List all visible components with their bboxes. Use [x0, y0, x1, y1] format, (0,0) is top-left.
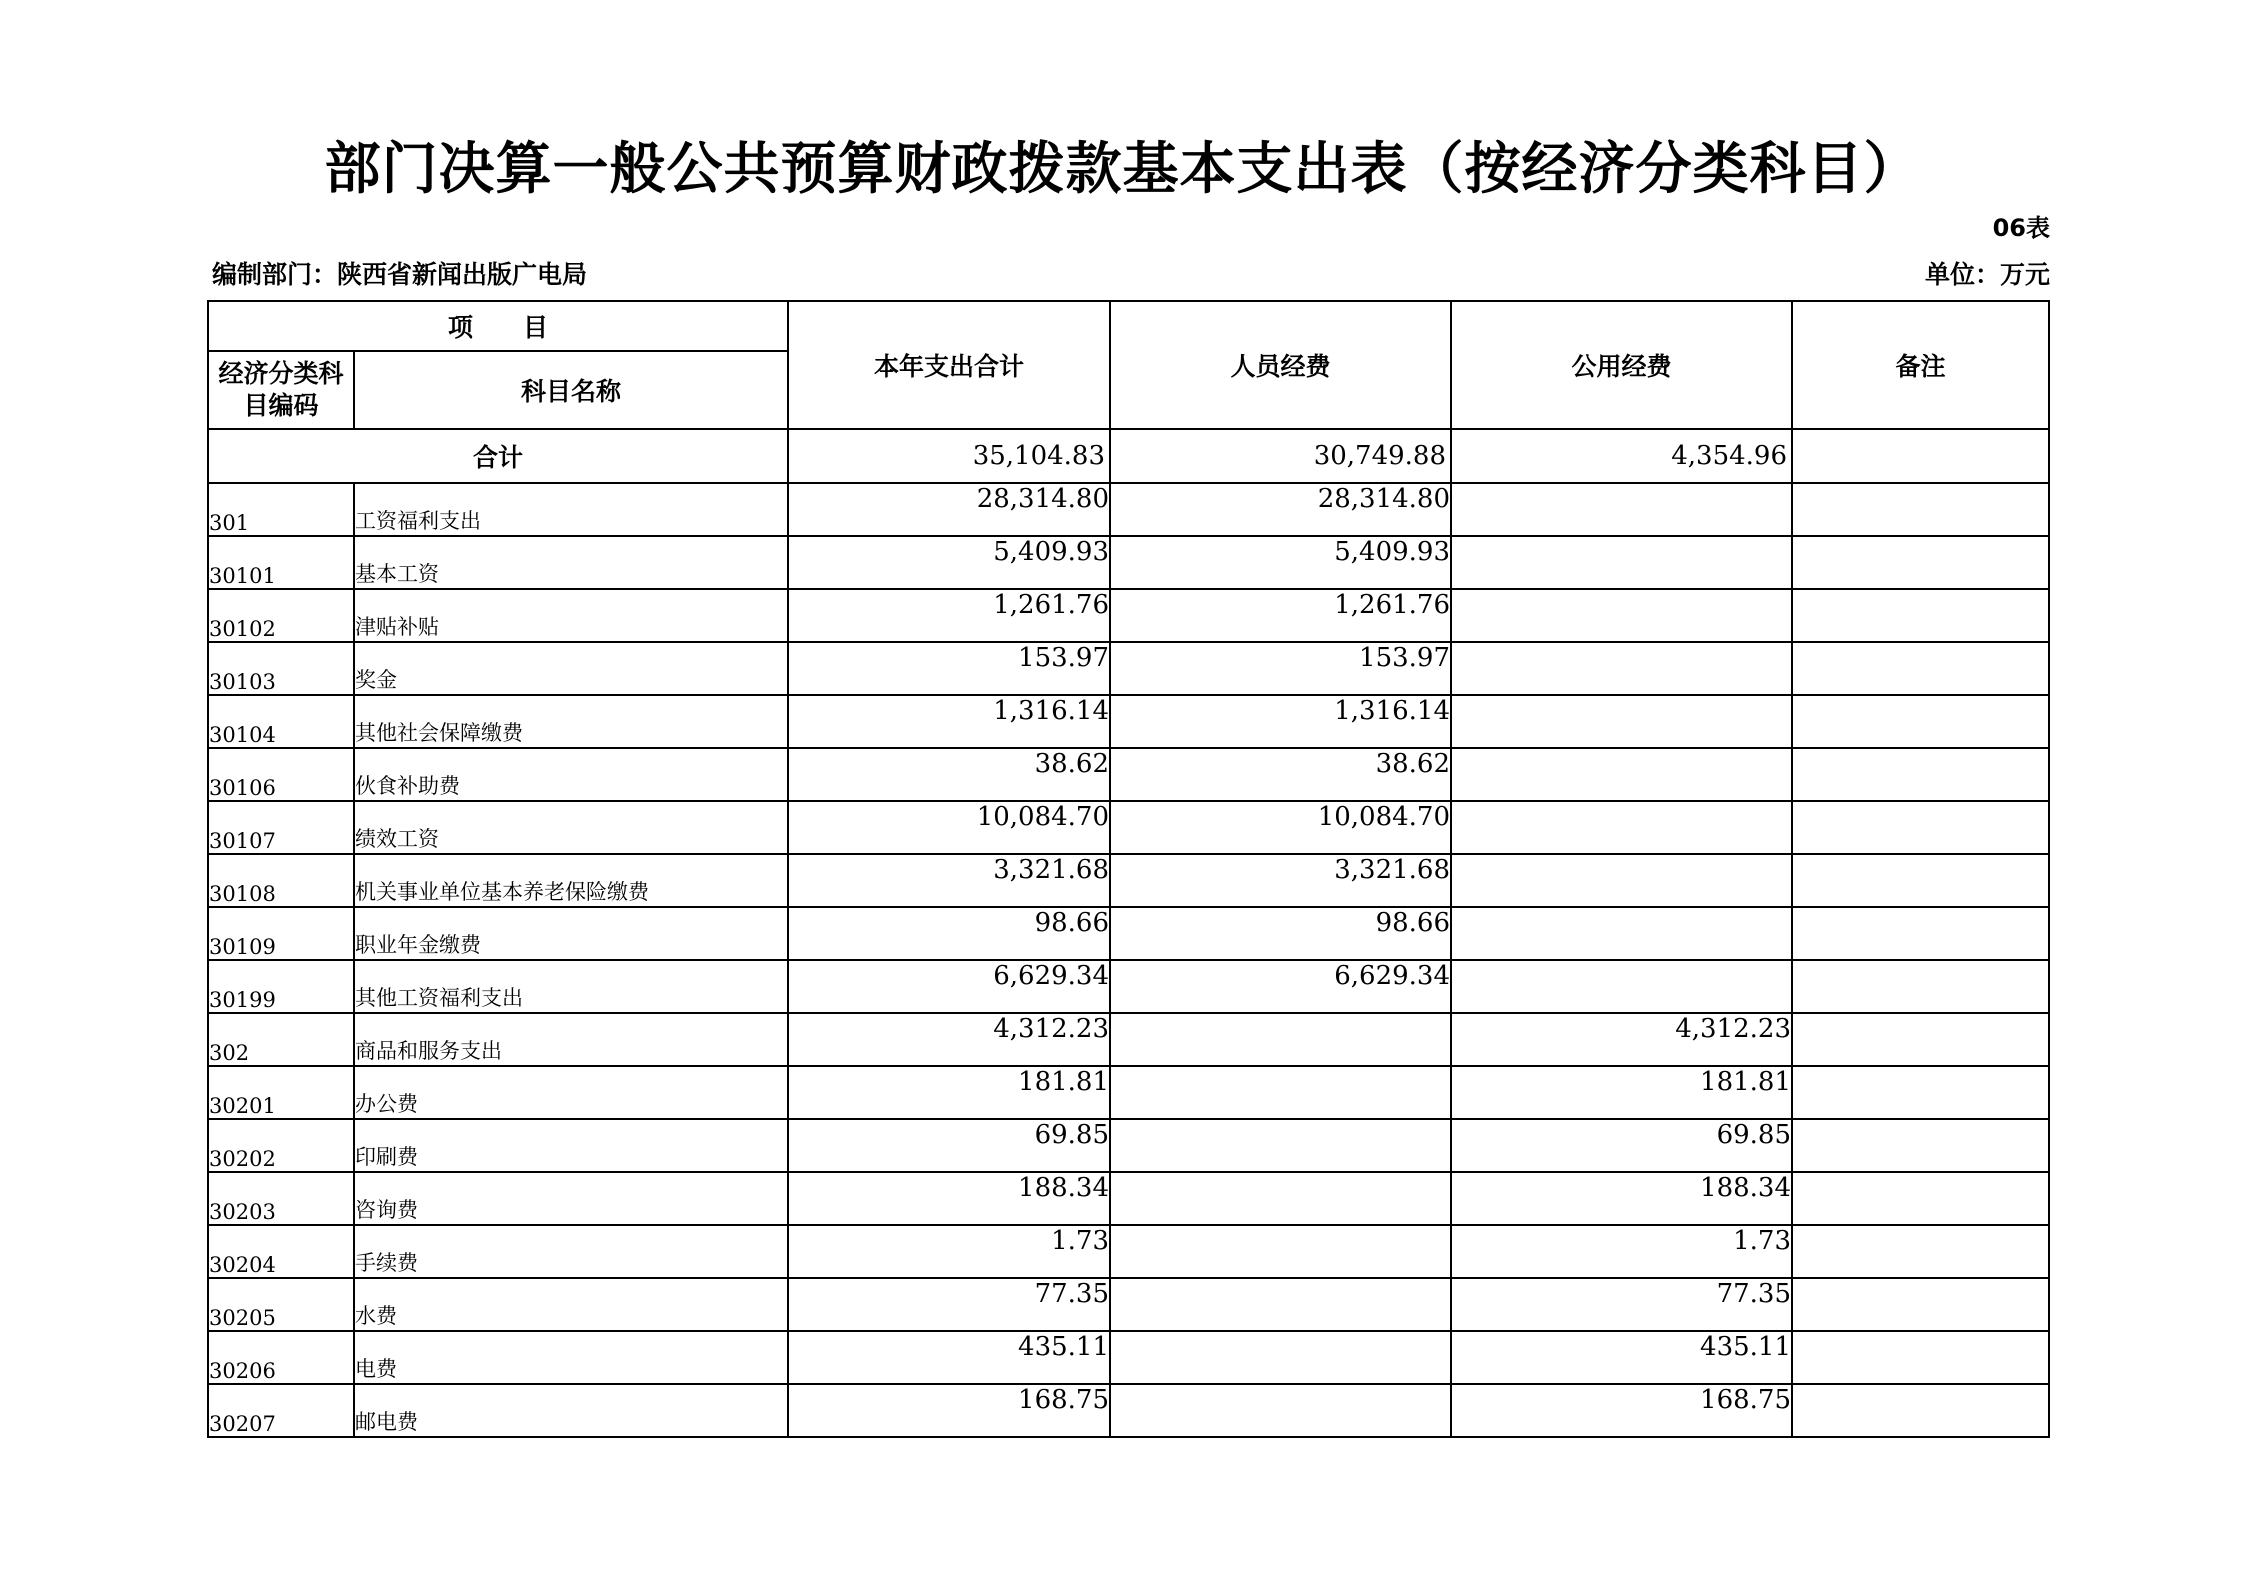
- row-subject-name: 基本工资: [354, 536, 788, 589]
- row-public: [1451, 907, 1792, 960]
- row-subject-name: 伙食补助费: [354, 748, 788, 801]
- row-public: 188.34: [1451, 1172, 1792, 1225]
- table-row: [208, 536, 2049, 589]
- row-personnel: [1110, 1331, 1451, 1384]
- row-personnel: 10,084.70: [1110, 801, 1451, 854]
- row-total: 4,312.23: [788, 1013, 1110, 1066]
- table-row: [208, 1384, 2049, 1437]
- row-code: 30202: [208, 1119, 354, 1172]
- row-remark: [1792, 536, 2049, 589]
- row-subject-name: 水费: [354, 1278, 788, 1331]
- row-subject-name: 机关事业单位基本养老保险缴费: [354, 854, 788, 907]
- row-subject-name: 手续费: [354, 1225, 788, 1278]
- row-personnel: [1110, 1278, 1451, 1331]
- row-subject-name: 电费: [354, 1331, 788, 1384]
- row-code: 30199: [208, 960, 354, 1013]
- row-code: 30106: [208, 748, 354, 801]
- table-row: [208, 854, 2049, 907]
- row-subject-name: 其他工资福利支出: [354, 960, 788, 1013]
- row-remark: [1792, 1384, 2049, 1437]
- row-subject-name: 其他社会保障缴费: [354, 695, 788, 748]
- row-code: 301: [208, 483, 354, 536]
- row-total: 153.97: [788, 642, 1110, 695]
- row-total: 69.85: [788, 1119, 1110, 1172]
- total-label: 合计: [208, 429, 788, 483]
- row-total: 1,261.76: [788, 589, 1110, 642]
- row-total: 10,084.70: [788, 801, 1110, 854]
- row-public: [1451, 960, 1792, 1013]
- row-public: [1451, 536, 1792, 589]
- total-row: [208, 429, 2049, 483]
- row-remark: [1792, 801, 2049, 854]
- row-personnel: [1110, 1225, 1451, 1278]
- row-public: [1451, 589, 1792, 642]
- row-public: [1451, 748, 1792, 801]
- header-personnel: 人员经费: [1110, 301, 1451, 429]
- row-subject-name: 奖金: [354, 642, 788, 695]
- row-public: 69.85: [1451, 1119, 1792, 1172]
- row-personnel: 6,629.34: [1110, 960, 1451, 1013]
- row-personnel: 28,314.80: [1110, 483, 1451, 536]
- row-code: 30203: [208, 1172, 354, 1225]
- row-subject-name: 办公费: [354, 1066, 788, 1119]
- header-total: 本年支出合计: [788, 301, 1110, 429]
- row-personnel: 1,261.76: [1110, 589, 1451, 642]
- row-remark: [1792, 589, 2049, 642]
- row-subject-name: 津贴补贴: [354, 589, 788, 642]
- row-total: 28,314.80: [788, 483, 1110, 536]
- row-public: 435.11: [1451, 1331, 1792, 1384]
- row-remark: [1792, 1331, 2049, 1384]
- row-code: 302: [208, 1013, 354, 1066]
- row-code: 30104: [208, 695, 354, 748]
- row-total: 38.62: [788, 748, 1110, 801]
- table-row: [208, 483, 2049, 536]
- row-remark: [1792, 1119, 2049, 1172]
- row-public: 77.35: [1451, 1278, 1792, 1331]
- row-total: 77.35: [788, 1278, 1110, 1331]
- row-personnel: 5,409.93: [1110, 536, 1451, 589]
- row-public: [1451, 854, 1792, 907]
- row-public: 4,312.23: [1451, 1013, 1792, 1066]
- total-public: 4,354.96: [1451, 429, 1792, 483]
- row-personnel: 3,321.68: [1110, 854, 1451, 907]
- table-row: [208, 1013, 2049, 1066]
- table-row: [208, 960, 2049, 1013]
- row-remark: [1792, 1225, 2049, 1278]
- row-remark: [1792, 1278, 2049, 1331]
- row-remark: [1792, 960, 2049, 1013]
- row-public: [1451, 801, 1792, 854]
- row-code: 30102: [208, 589, 354, 642]
- row-public: [1451, 695, 1792, 748]
- row-total: 6,629.34: [788, 960, 1110, 1013]
- header-item: 项 目: [208, 301, 788, 351]
- table-row: [208, 589, 2049, 642]
- compiling-department: 编制部门：陕西省新闻出版广电局: [212, 260, 588, 289]
- total-personnel: 30,749.88: [1110, 429, 1451, 483]
- table-row: [208, 907, 2049, 960]
- row-public: 168.75: [1451, 1384, 1792, 1437]
- total-remark: [1792, 429, 2049, 483]
- header-remark: 备注: [1792, 301, 2049, 429]
- row-code: 30107: [208, 801, 354, 854]
- row-public: 1.73: [1451, 1225, 1792, 1278]
- row-remark: [1792, 748, 2049, 801]
- row-total: 5,409.93: [788, 536, 1110, 589]
- row-personnel: [1110, 1119, 1451, 1172]
- row-personnel: [1110, 1013, 1451, 1066]
- row-total: 3,321.68: [788, 854, 1110, 907]
- row-public: 181.81: [1451, 1066, 1792, 1119]
- row-total: 1,316.14: [788, 695, 1110, 748]
- table-row: [208, 695, 2049, 748]
- row-subject-name: 咨询费: [354, 1172, 788, 1225]
- row-remark: [1792, 483, 2049, 536]
- row-personnel: 98.66: [1110, 907, 1451, 960]
- row-total: 435.11: [788, 1331, 1110, 1384]
- table-row: [208, 1119, 2049, 1172]
- form-number: 06表: [1992, 214, 2050, 242]
- row-subject-name: 职业年金缴费: [354, 907, 788, 960]
- table-row: [208, 1331, 2049, 1384]
- row-total: 98.66: [788, 907, 1110, 960]
- row-total: 181.81: [788, 1066, 1110, 1119]
- header-subject-name: 科目名称: [354, 351, 788, 429]
- row-subject-name: 邮电费: [354, 1384, 788, 1437]
- unit-label: 单位：万元: [1924, 260, 2050, 289]
- table-row: [208, 1278, 2049, 1331]
- row-public: [1451, 642, 1792, 695]
- row-code: 30206: [208, 1331, 354, 1384]
- row-personnel: [1110, 1384, 1451, 1437]
- row-code: 30103: [208, 642, 354, 695]
- table-row: [208, 801, 2049, 854]
- row-remark: [1792, 1066, 2049, 1119]
- row-code: 30109: [208, 907, 354, 960]
- row-remark: [1792, 642, 2049, 695]
- row-code: 30204: [208, 1225, 354, 1278]
- row-code: 30108: [208, 854, 354, 907]
- row-remark: [1792, 907, 2049, 960]
- row-remark: [1792, 1013, 2049, 1066]
- table-row: [208, 642, 2049, 695]
- row-personnel: [1110, 1066, 1451, 1119]
- header-public: 公用经费: [1451, 301, 1792, 429]
- row-subject-name: 商品和服务支出: [354, 1013, 788, 1066]
- total-amount: 35,104.83: [788, 429, 1110, 483]
- row-personnel: 38.62: [1110, 748, 1451, 801]
- row-total: 188.34: [788, 1172, 1110, 1225]
- row-personnel: 1,316.14: [1110, 695, 1451, 748]
- row-total: 168.75: [788, 1384, 1110, 1437]
- row-remark: [1792, 854, 2049, 907]
- row-code: 30207: [208, 1384, 354, 1437]
- row-public: [1451, 483, 1792, 536]
- table-row: [208, 1066, 2049, 1119]
- row-total: 1.73: [788, 1225, 1110, 1278]
- table-row: [208, 1225, 2049, 1278]
- row-remark: [1792, 1172, 2049, 1225]
- row-subject-name: 工资福利支出: [354, 483, 788, 536]
- row-subject-name: 印刷费: [354, 1119, 788, 1172]
- row-subject-name: 绩效工资: [354, 801, 788, 854]
- table-row: [208, 748, 2049, 801]
- report-title: 部门决算一般公共预算财政拨款基本支出表（按经济分类科目）: [324, 137, 1921, 202]
- header-econ-code: 经济分类科目编码: [208, 351, 354, 429]
- row-code: 30205: [208, 1278, 354, 1331]
- row-personnel: [1110, 1172, 1451, 1225]
- expenditure-table: [207, 300, 2050, 1438]
- table-row: [208, 1172, 2049, 1225]
- row-code: 30101: [208, 536, 354, 589]
- row-personnel: 153.97: [1110, 642, 1451, 695]
- row-remark: [1792, 695, 2049, 748]
- row-code: 30201: [208, 1066, 354, 1119]
